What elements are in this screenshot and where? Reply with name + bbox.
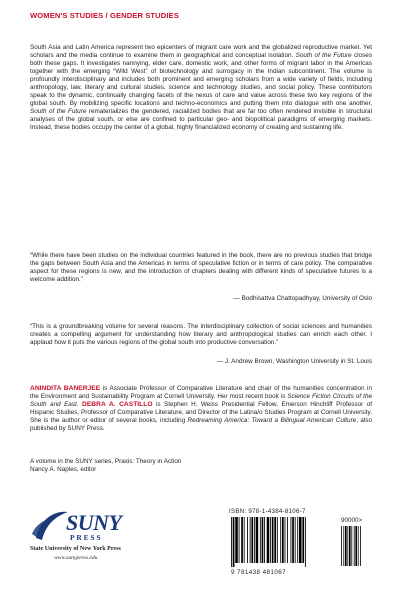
editor-name-1: ANINDITA BANERJEE: [30, 385, 101, 392]
description-title-2: South of the Future: [30, 108, 87, 116]
barcode-bar: [299, 517, 302, 563]
barcode-bar: [260, 517, 261, 563]
barcode-supplement-bar: [349, 526, 351, 566]
barcode-digits: 9 781438 481067: [231, 569, 287, 576]
barcode-area: [229, 508, 374, 578]
endorsement-quote-1: “While there have been studies on the individual countries featured in the book, there are no previous studies that bridge the gaps between South Asia and the Americas in terms of speculative fiction or in terms of care policy. The comparative aspect for these regions is new, and the introduction of chapters dealing with different kinds of speculative futures is a welcome addition.”: [30, 252, 372, 284]
barcode-bar: [239, 517, 240, 563]
barcode-supplement-bar: [360, 526, 361, 566]
suny-press-logo: [30, 506, 170, 566]
barcode-bar: [291, 517, 292, 563]
barcode-supplement-bar: [341, 526, 342, 566]
barcode-bar: [267, 517, 270, 563]
barcode-supplement-bar: [345, 526, 347, 566]
barcode-bar: [297, 517, 298, 563]
series-editor: Nancy A. Naples, editor: [30, 466, 97, 474]
barcode-bar: [305, 517, 306, 567]
barcode-bar: [233, 517, 235, 567]
publisher-name: State University of New York Press: [30, 546, 121, 552]
barcode-supplement-bar: [354, 526, 355, 566]
barcode-bar: [272, 517, 274, 563]
description-title-1: South of the Future: [295, 52, 352, 60]
barcode-bar: [277, 517, 278, 563]
barcode-bar: [292, 517, 294, 563]
barcode-bar: [264, 517, 265, 563]
barcode-supplement-bar: [343, 526, 344, 566]
barcode-bar: [270, 517, 271, 563]
series-line-1: A volume in the SUNY series, Praxis: Theory in Action: [30, 458, 182, 465]
publisher-url: www.sunypress.edu: [54, 555, 98, 561]
barcode-bar: [247, 517, 248, 563]
editor-name-2: DEBRA A. CASTILLO: [82, 401, 153, 409]
barcode-bar: [302, 517, 304, 563]
endorsement-quote-2: “This is a groundbreaking volume for several reasons. The interdisciplinary collection of social sciences and humanities creates a compelling argument for understanding how literary and anthropological studies can enrich each other. I applaud how it puts the various regions of the global south into productive conversation.”: [30, 323, 372, 347]
barcode-bar: [287, 517, 288, 563]
barcode-bar: [295, 517, 296, 563]
bio-text-2: .: [76, 401, 83, 409]
category-label: WOMEN'S STUDIES / GENDER STUDIES: [30, 11, 179, 20]
barcode-bar: [241, 517, 243, 563]
barcode-bar: [285, 517, 286, 563]
barcode-bar: [282, 517, 284, 563]
series-note: [30, 458, 230, 474]
barcode-bar: [244, 517, 245, 563]
barcode-bar: [254, 517, 255, 563]
description-part-3: rematerializes the gendered, racialized bodies that are far too often rendered invisible in structural analyses of the global south, or else are confined to particular geo- and biopolitical paradigms of emerging markets. Instead, these bodies occupy the center of a global, highly financialized economy of creating and sustaining life.: [30, 108, 372, 132]
description-part-1: South Asia and Latin America represent two epicenters of migrant care work and the globalized reproductive market. Yet scholars and the media continue to examine them in geographical and conceptual isolation.: [30, 44, 372, 60]
bio-text-4: , also published by SUNY Press.: [30, 417, 373, 433]
barcode-bar: [262, 517, 264, 563]
barcode-supplement: 90000>: [341, 517, 363, 524]
editor-bios: [30, 385, 372, 433]
barcode-bars: [229, 517, 374, 569]
bio-text-3: is Stephen H. Weiss Presidential Fellow, Emerson Hinchliff Professor of Hispanic Studies, Professor of Comparative Literature, and Director of the Latina/o Studies Program at Cornell University. She is the author or editor of several books, including: [30, 401, 372, 425]
description-part-2: closes both these gaps. It investigates nannying, elder care, domestic work, and other forms of migrant labor in the Americas together with the emerging “Wild West” of biotechnology and surrogacy in the Indian subcontinent. The volume is profoundly interdisciplinary and includes both prominent and emerging scholars from a wide variety of fields, including anthropology, law, literary and cultural studies, science and technology studies, and social policy. These contributors speak to the dynamic, continually changing facets of the nexus of care and value across these two key regions of the global south. By mobilizing specific locations and techno-economics and putting them into dialogue with one another,: [30, 52, 372, 108]
logo-suny-text: SUNY: [66, 510, 122, 535]
barcode-bar: [256, 517, 259, 563]
bio-book-title-2: Redreaming America: Toward a Bilingual American Culture: [187, 417, 357, 425]
barcode-supplement-bar: [351, 526, 352, 566]
book-description: [30, 44, 372, 133]
bio-text-1: is Associate Professor of Comparative Literature and chair of the humanities concentration in the Environment and Sustainability Program at Cornell University. Her most recent book is: [30, 385, 372, 401]
barcode-icon: [229, 517, 374, 569]
endorsement-attribution-2: — J. Andrew Brown, Washington University in St. Louis: [216, 358, 372, 365]
isbn-label: ISBN: 978-1-4384-8106-7: [229, 508, 306, 515]
barcode-supplement-bar: [347, 526, 348, 566]
barcode-bar: [251, 517, 253, 563]
barcode-bar: [235, 517, 238, 563]
barcode-bar: [231, 517, 232, 567]
barcode-bar: [274, 517, 276, 563]
barcode-bar: [280, 517, 281, 563]
barcode-supplement-bar: [358, 526, 359, 566]
logo-swoosh-icon: [30, 508, 70, 542]
barcode-bar: [250, 517, 251, 563]
bio-book-title-1: Science Fiction Circuits of the South and East: [30, 393, 373, 409]
barcode-supplement-bar: [355, 526, 357, 566]
logo-press-text: PRESS: [70, 533, 103, 542]
endorsement-attribution-1: — Bodhisattva Chattopadhyay, University of Oslo: [233, 295, 372, 302]
